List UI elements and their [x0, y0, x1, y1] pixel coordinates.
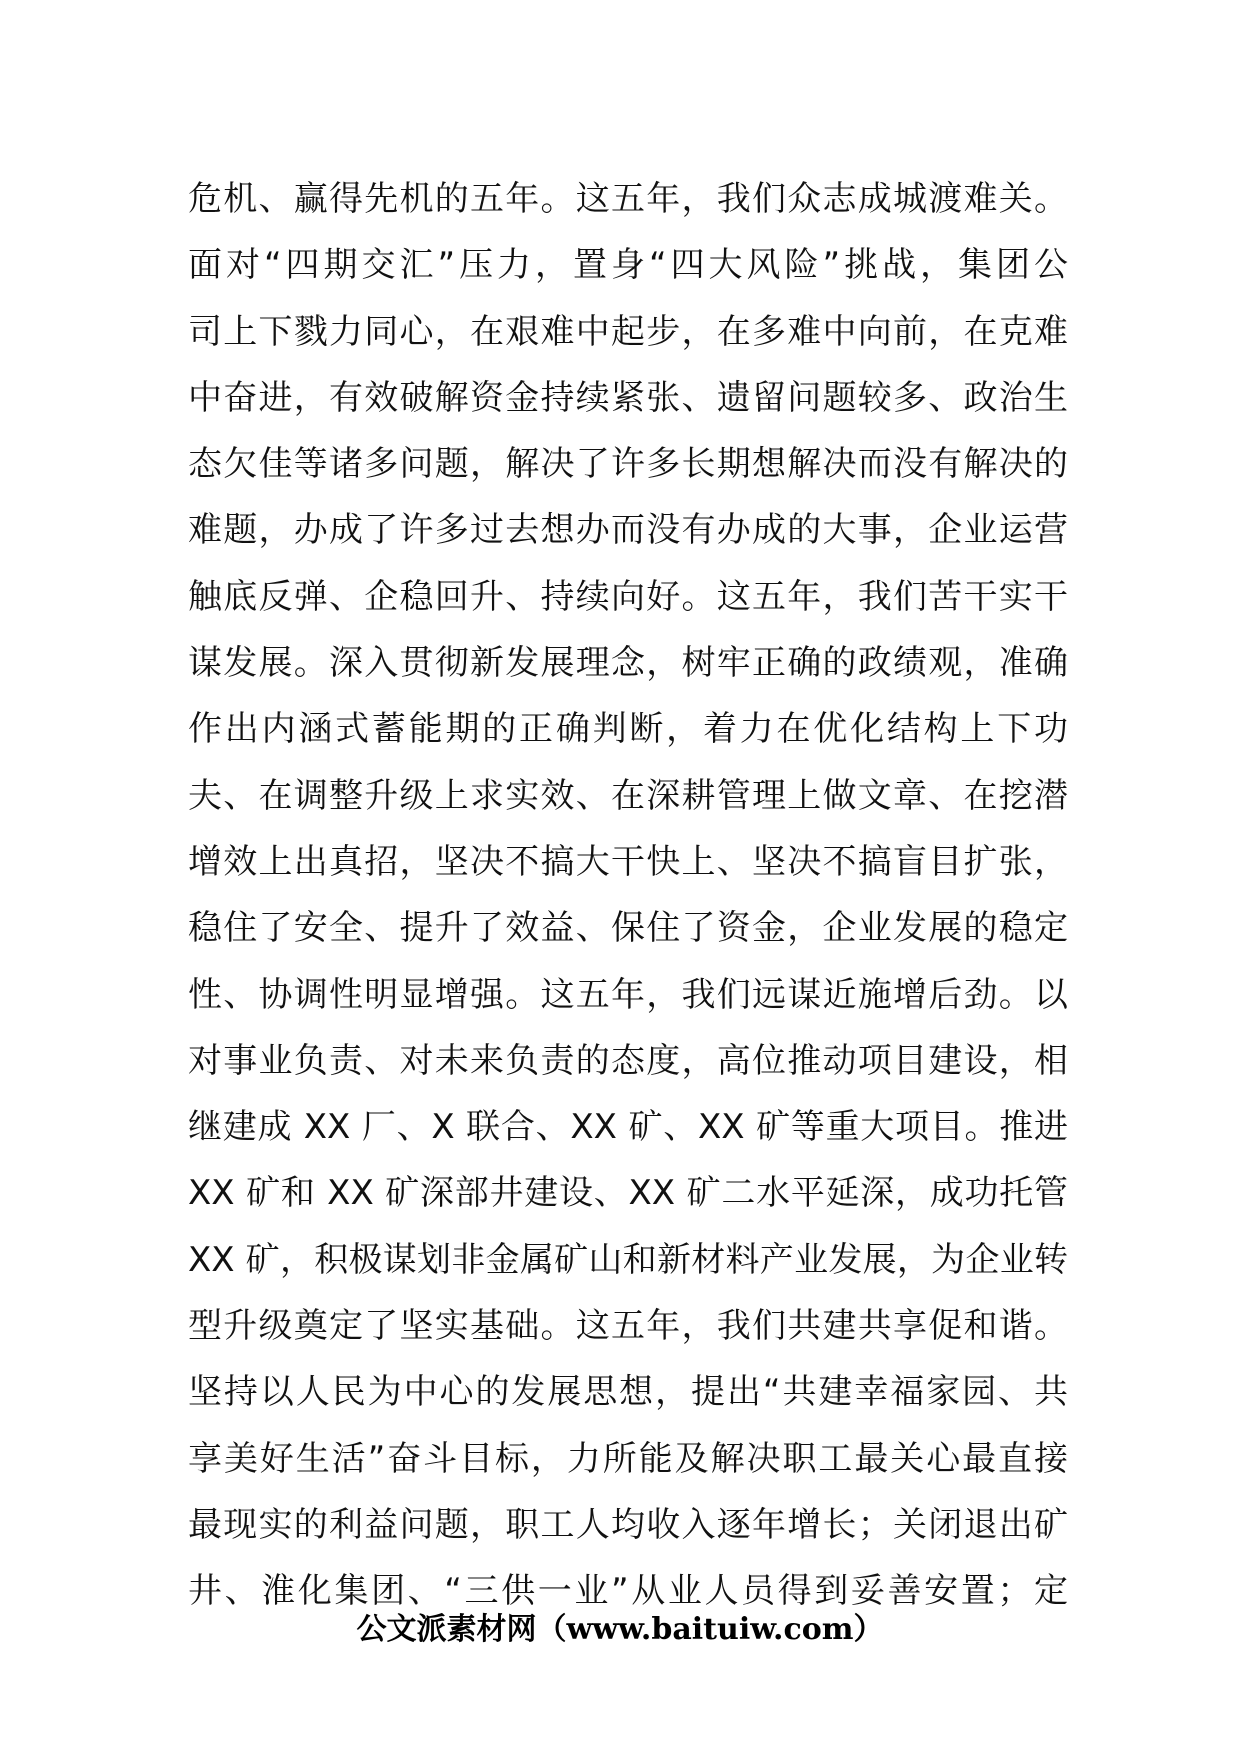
text-line-1: 危机、赢得先机的五年。这五年，我们众志成城渡难关。 — [188, 179, 1068, 219]
text-line-16: XX 矿和 XX 矿深部井建设、XX 矿二水平延深，成功托管 — [188, 1173, 1068, 1214]
text-line-4: 中奋进，有效破解资金持续紧张、遗留问题较多、政治生 — [188, 377, 1068, 418]
text-line-13: 性、协调性明显增强。这五年，我们远谋近施增后劲。以 — [188, 974, 1068, 1015]
text-line-5: 态欠佳等诸多问题，解决了许多长期想解决而没有解决的 — [188, 444, 1068, 485]
text-line-9: 作出内涵式蓄能期的正确判断，着力在优化结构上下功 — [188, 709, 1068, 750]
text-line-11: 增效上出真招，坚决不搞大干快上、坚决不搞盲目扩张， — [188, 841, 1068, 882]
text-line-8: 谋发展。深入贯彻新发展理念，树牢正确的政绩观，准确 — [188, 643, 1068, 684]
text-line-3: 司上下戮力同心，在艰难中起步，在多难中向前，在克难 — [188, 311, 1068, 352]
text-line-21: 最现实的利益问题，职工人均收入逐年增长；关闭退出矿 — [188, 1504, 1068, 1545]
text-line-20: 享美好生活”奋斗目标，力所能及解决职工最关心最直接 — [188, 1438, 1068, 1479]
text-line-17: XX 矿，积极谋划非金属矿山和新材料产业发展，为企业转 — [188, 1239, 1068, 1280]
text-line-19: 坚持以人民为中心的发展思想，提出“共建幸福家园、共 — [188, 1372, 1068, 1413]
text-line-2: 面对“四期交汇”压力，置身“四大风险”挑战，集团公 — [188, 245, 1068, 286]
body-text — [188, 166, 1068, 1625]
text-line-7: 触底反弹、企稳回升、持续向好。这五年，我们苦干实干 — [188, 576, 1068, 617]
text-line-6: 难题，办成了许多过去想办而没有办成的大事，企业运营 — [188, 510, 1068, 551]
footer-watermark: 公文派素材网（www.baituiw.com） — [356, 1612, 884, 1647]
text-line-15: 继建成 XX 厂、X 联合、XX 矿、XX 矿等重大项目。推进 — [188, 1107, 1068, 1148]
text-line-14: 对事业负责、对未来负责的态度，高位推动项目建设，相 — [188, 1040, 1068, 1081]
text-line-18: 型升级奠定了坚实基础。这五年，我们共建共享促和谐。 — [188, 1306, 1068, 1347]
text-line-12: 稳住了安全、提升了效益、保住了资金，企业发展的稳定 — [188, 908, 1068, 949]
text-line-22: 井、淮化集团、“三供一业”从业人员得到妥善安置；定 — [188, 1571, 1068, 1612]
text-line-10: 夫、在调整升级上求实效、在深耕管理上做文章、在挖潜 — [188, 775, 1068, 816]
